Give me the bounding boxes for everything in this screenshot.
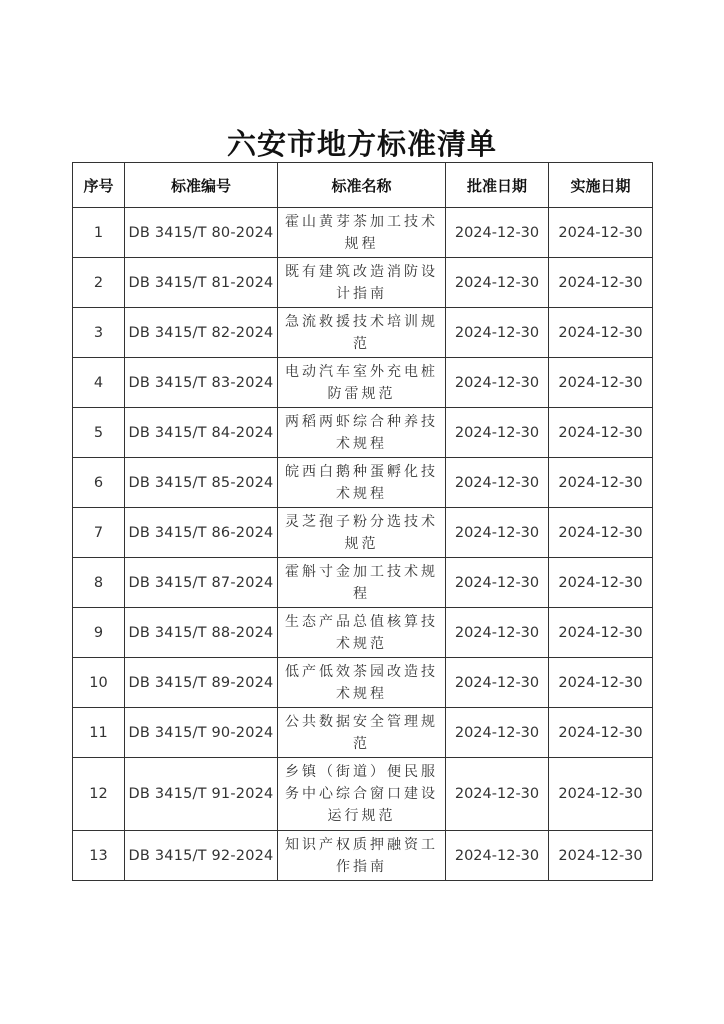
row-implementation-date: 2024-12-30	[549, 658, 653, 708]
table-row	[73, 308, 653, 358]
row-code: DB 3415/T 92-2024	[125, 831, 278, 881]
row-approval-date: 2024-12-30	[446, 308, 549, 358]
row-code: DB 3415/T 88-2024	[125, 608, 278, 658]
header-code: 标准编号	[125, 163, 278, 208]
row-index: 9	[73, 608, 125, 658]
row-implementation-date: 2024-12-30	[549, 408, 653, 458]
page-title: 六安市地方标准清单	[226, 127, 497, 161]
row-index: 10	[73, 658, 125, 708]
row-name: 既有建筑改造消防设计指南	[278, 258, 446, 308]
row-code: DB 3415/T 84-2024	[125, 408, 278, 458]
row-index: 4	[73, 358, 125, 408]
table-row	[73, 358, 653, 408]
table-header-row	[73, 163, 653, 208]
row-approval-date: 2024-12-30	[446, 258, 549, 308]
row-approval-date: 2024-12-30	[446, 658, 549, 708]
row-index: 7	[73, 508, 125, 558]
row-implementation-date: 2024-12-30	[549, 458, 653, 508]
row-code: DB 3415/T 80-2024	[125, 208, 278, 258]
row-implementation-date: 2024-12-30	[549, 308, 653, 358]
row-index: 3	[73, 308, 125, 358]
table-row	[73, 608, 653, 658]
table-row	[73, 558, 653, 608]
row-name: 生态产品总值核算技术规范	[278, 608, 446, 658]
row-approval-date: 2024-12-30	[446, 358, 549, 408]
table-row	[73, 831, 653, 881]
table-row	[73, 458, 653, 508]
row-name: 霍山黄芽茶加工技术规程	[278, 208, 446, 258]
table-row	[73, 708, 653, 758]
row-code: DB 3415/T 91-2024	[125, 758, 278, 831]
row-name: 两稻两虾综合种养技术规程	[278, 408, 446, 458]
row-name: 电动汽车室外充电桩防雷规范	[278, 358, 446, 408]
table-row	[73, 508, 653, 558]
row-implementation-date: 2024-12-30	[549, 758, 653, 831]
row-index: 6	[73, 458, 125, 508]
row-index: 12	[73, 758, 125, 831]
row-code: DB 3415/T 83-2024	[125, 358, 278, 408]
row-code: DB 3415/T 81-2024	[125, 258, 278, 308]
row-code: DB 3415/T 86-2024	[125, 508, 278, 558]
row-name: 知识产权质押融资工作指南	[278, 831, 446, 881]
row-name: 霍斛寸金加工技术规程	[278, 558, 446, 608]
row-approval-date: 2024-12-30	[446, 208, 549, 258]
row-implementation-date: 2024-12-30	[549, 558, 653, 608]
row-implementation-date: 2024-12-30	[549, 508, 653, 558]
row-index: 8	[73, 558, 125, 608]
row-name: 灵芝孢子粉分选技术规范	[278, 508, 446, 558]
table-row	[73, 658, 653, 708]
table-row	[73, 258, 653, 308]
row-approval-date: 2024-12-30	[446, 408, 549, 458]
row-code: DB 3415/T 82-2024	[125, 308, 278, 358]
row-name: 公共数据安全管理规范	[278, 708, 446, 758]
row-name: 皖西白鹅种蛋孵化技术规程	[278, 458, 446, 508]
row-code: DB 3415/T 90-2024	[125, 708, 278, 758]
standards-table	[72, 162, 653, 881]
row-implementation-date: 2024-12-30	[549, 831, 653, 881]
row-implementation-date: 2024-12-30	[549, 358, 653, 408]
row-index: 2	[73, 258, 125, 308]
row-name: 乡镇（街道）便民服务中心综合窗口建设运行规范	[278, 758, 446, 831]
table-row	[73, 408, 653, 458]
header-index: 序号	[73, 163, 125, 208]
row-implementation-date: 2024-12-30	[549, 208, 653, 258]
row-implementation-date: 2024-12-30	[549, 708, 653, 758]
table-row	[73, 758, 653, 831]
row-approval-date: 2024-12-30	[446, 508, 549, 558]
row-index: 5	[73, 408, 125, 458]
header-implementation-date: 实施日期	[549, 163, 653, 208]
header-name: 标准名称	[278, 163, 446, 208]
header-approval-date: 批准日期	[446, 163, 549, 208]
row-code: DB 3415/T 85-2024	[125, 458, 278, 508]
row-name: 低产低效茶园改造技术规程	[278, 658, 446, 708]
row-index: 11	[73, 708, 125, 758]
row-code: DB 3415/T 87-2024	[125, 558, 278, 608]
row-approval-date: 2024-12-30	[446, 831, 549, 881]
row-implementation-date: 2024-12-30	[549, 608, 653, 658]
row-code: DB 3415/T 89-2024	[125, 658, 278, 708]
row-approval-date: 2024-12-30	[446, 758, 549, 831]
row-name: 急流救援技术培训规范	[278, 308, 446, 358]
row-index: 1	[73, 208, 125, 258]
table-row	[73, 208, 653, 258]
row-approval-date: 2024-12-30	[446, 608, 549, 658]
row-implementation-date: 2024-12-30	[549, 258, 653, 308]
row-index: 13	[73, 831, 125, 881]
row-approval-date: 2024-12-30	[446, 558, 549, 608]
row-approval-date: 2024-12-30	[446, 458, 549, 508]
row-approval-date: 2024-12-30	[446, 708, 549, 758]
